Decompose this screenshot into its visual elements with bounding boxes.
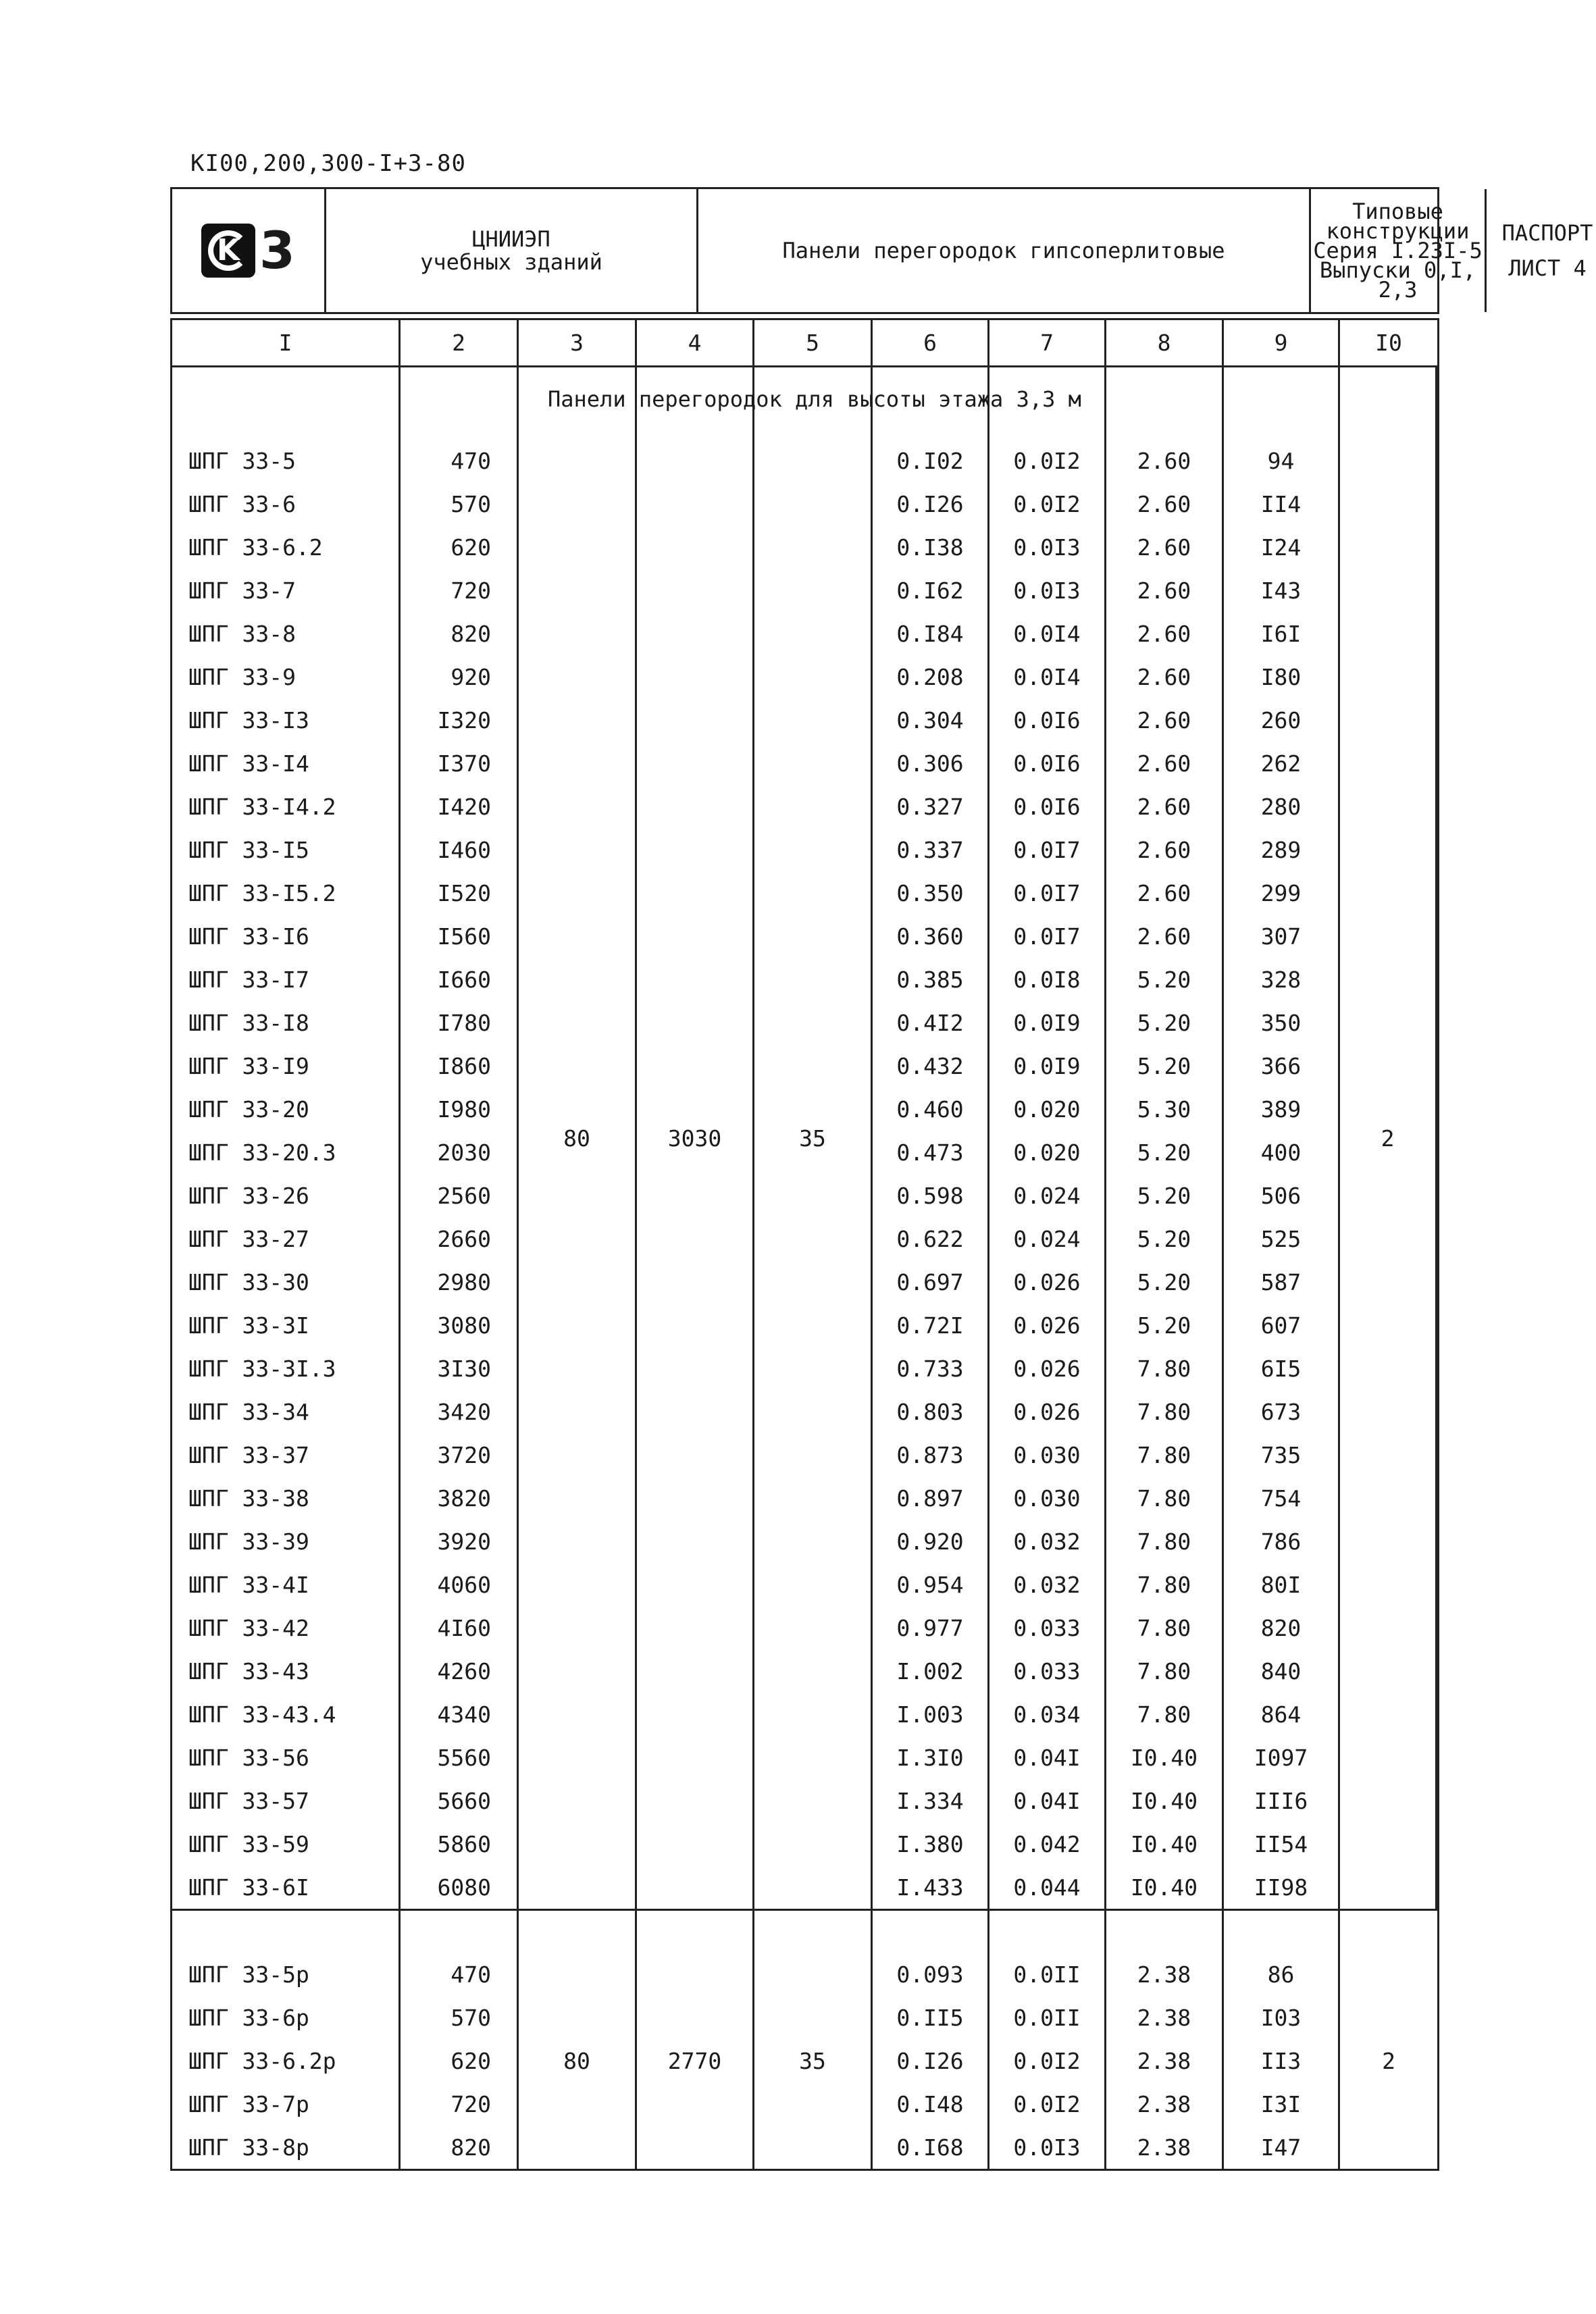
organization-cell (326, 189, 698, 312)
panel-width: 3920 (437, 1528, 491, 1555)
panel-mass: I03 (1260, 2004, 1302, 2031)
panel-mass: 820 (1260, 1614, 1302, 1641)
panel-mass: 94 (1267, 447, 1295, 474)
panel-width: 2030 (437, 1139, 491, 1166)
g2-col6 (873, 1953, 989, 2169)
panel-value-8: 2.38 (1137, 2134, 1191, 2161)
panel-value-8: 5.20 (1137, 1312, 1191, 1339)
panel-value-8: 5.20 (1137, 1225, 1191, 1252)
panel-value-8: 7.80 (1137, 1441, 1191, 1468)
panel-volume: 0.473 (896, 1139, 964, 1166)
panel-mass: 786 (1260, 1528, 1302, 1555)
panel-volume: 0.803 (896, 1398, 964, 1425)
panel-mass: II98 (1254, 1874, 1308, 1901)
g1-height (637, 367, 754, 1909)
panel-value-8: 2.38 (1137, 2047, 1191, 2074)
g2-thickness (519, 1953, 637, 2169)
panel-width: I980 (437, 1096, 491, 1123)
panel-width: 3820 (437, 1485, 491, 1512)
panel-value-7: 0.032 (1013, 1571, 1081, 1598)
g2-col9 (1224, 1953, 1340, 2169)
panel-mass: 307 (1260, 923, 1302, 950)
panel-width: I520 (437, 879, 491, 906)
panel-volume: 0.460 (896, 1096, 964, 1123)
panels-table (170, 318, 1439, 2171)
panel-width: 6080 (437, 1874, 491, 1901)
panel-volume: 0.977 (896, 1614, 964, 1641)
panel-value-7: 0.04I (1013, 1787, 1081, 1814)
g2-col4-value: 2770 (667, 2047, 722, 2074)
panel-volume: 0.385 (896, 966, 964, 993)
panel-mark: ШПГ 33-6 (188, 490, 296, 517)
panel-value-8: 7.80 (1137, 1485, 1191, 1512)
panel-width: 4I60 (437, 1614, 491, 1641)
g1-col8 (1106, 367, 1224, 1909)
panel-mark: ШПГ 33-34 (188, 1398, 309, 1425)
panel-mark: ШПГ 33-6р (188, 2004, 309, 2031)
panel-value-7: 0.0I9 (1013, 1009, 1081, 1036)
panel-volume: 0.733 (896, 1355, 964, 1382)
panel-width: 720 (451, 577, 491, 604)
panel-width: 4260 (437, 1657, 491, 1685)
panel-value-8: 2.60 (1137, 923, 1191, 950)
panel-value-7: 0.0I3 (1013, 534, 1081, 561)
panel-value-7: 0.04I (1013, 1744, 1081, 1771)
panel-mark: ШПГ 33-I7 (188, 966, 309, 993)
panel-mark: ШПГ 33-I5.2 (188, 879, 336, 906)
col-header-6: 6 (873, 320, 989, 367)
g1-col10 (1340, 367, 1437, 1909)
panel-value-7: 0.0I7 (1013, 923, 1081, 950)
panel-width: I780 (437, 1009, 491, 1036)
panel-value-8: 7.80 (1137, 1528, 1191, 1555)
g1-col4-value: 3030 (667, 1125, 722, 1152)
panel-mark: ШПГ 33-42 (188, 1614, 309, 1641)
panel-width: 570 (451, 490, 491, 517)
panel-volume: 0.350 (896, 879, 964, 906)
g2-col10-value: 2 (1382, 2047, 1395, 2074)
panel-volume: I.002 (896, 1657, 964, 1685)
document-code: КI00,200,300-I+3-80 (190, 150, 466, 177)
panel-volume: 0.432 (896, 1052, 964, 1079)
panel-mass: I097 (1254, 1744, 1308, 1771)
g2-col5-value: 35 (799, 2047, 826, 2074)
panel-value-7: 0.026 (1013, 1268, 1081, 1295)
panel-value-7: 0.030 (1013, 1485, 1081, 1512)
panel-value-8: 5.20 (1137, 1139, 1191, 1166)
panel-mark: ШПГ 33-43.4 (188, 1701, 336, 1728)
panel-width: I560 (437, 923, 491, 950)
panel-value-8: 7.80 (1137, 1355, 1191, 1382)
panel-value-7: 0.026 (1013, 1312, 1081, 1339)
panel-width: 820 (451, 620, 491, 647)
panel-value-7: 0.032 (1013, 1528, 1081, 1555)
panel-volume: I.3I0 (896, 1744, 964, 1771)
panel-mark: ШПГ 33-7р (188, 2090, 309, 2117)
panel-volume: I.003 (896, 1701, 964, 1728)
panel-mark: ШПГ 33-4I (188, 1571, 309, 1598)
panel-value-7: 0.020 (1013, 1096, 1081, 1123)
panel-value-8: I0.40 (1130, 1874, 1198, 1901)
panel-volume: 0.72I (896, 1312, 964, 1339)
panel-mass: II3 (1260, 2047, 1302, 2074)
panel-volume: I.433 (896, 1874, 964, 1901)
col-header-8: 8 (1106, 320, 1224, 367)
g1-col10-value: 2 (1381, 1125, 1395, 1152)
panel-mass: I43 (1260, 577, 1302, 604)
col-header-1: I (172, 320, 401, 367)
panel-value-7: 0.026 (1013, 1398, 1081, 1425)
group-separator (172, 1909, 1437, 1953)
panel-mass: 864 (1260, 1701, 1302, 1728)
panel-value-8: 2.60 (1137, 534, 1191, 561)
panel-value-8: 5.20 (1137, 1268, 1191, 1295)
panel-value-8: 5.20 (1137, 1009, 1191, 1036)
panel-mass: 350 (1260, 1009, 1302, 1036)
panel-mass: 366 (1260, 1052, 1302, 1079)
g1-col9 (1224, 367, 1340, 1909)
panel-value-8: 7.80 (1137, 1657, 1191, 1685)
panel-value-8: 2.60 (1137, 793, 1191, 820)
panel-value-7: 0.042 (1013, 1830, 1081, 1857)
panel-value-7: 0.0I3 (1013, 577, 1081, 604)
g2-col-name (172, 1953, 401, 2169)
panel-mark: ШПГ 33-I6 (188, 923, 309, 950)
section-title-row (172, 367, 1437, 439)
panel-mark: ШПГ 33-57 (188, 1787, 309, 1814)
panel-value-7: 0.024 (1013, 1182, 1081, 1209)
panel-mass: 328 (1260, 966, 1302, 993)
series-line-3: Серия I.23I-5 (1313, 237, 1483, 263)
g2-height (637, 1953, 754, 2169)
panel-mark: ШПГ 33-20.3 (188, 1139, 336, 1166)
panel-volume: 0.954 (896, 1571, 964, 1598)
panel-value-7: 0.0I4 (1013, 620, 1081, 647)
panel-value-7: 0.0I2 (1013, 2047, 1081, 2074)
panel-width: 2980 (437, 1268, 491, 1295)
panel-value-7: 0.0I6 (1013, 793, 1081, 820)
panel-value-7: 0.0I2 (1013, 447, 1081, 474)
panel-value-8: I0.40 (1130, 1744, 1198, 1771)
panel-value-7: 0.033 (1013, 1614, 1081, 1641)
panel-width: 5860 (437, 1830, 491, 1857)
panel-mass: 400 (1260, 1139, 1302, 1166)
panel-mass: II54 (1254, 1830, 1308, 1857)
panel-value-8: 7.80 (1137, 1701, 1191, 1728)
g1-col5 (754, 367, 873, 1909)
panel-value-7: 0.0I4 (1013, 663, 1081, 690)
panel-mark: ШПГ 33-20 (188, 1096, 309, 1123)
panel-volume: 0.873 (896, 1441, 964, 1468)
panel-volume: 0.327 (896, 793, 964, 820)
panel-mass: III6 (1254, 1787, 1308, 1814)
panel-mark: ШПГ 33-43 (188, 1657, 309, 1685)
panel-value-7: 0.0I2 (1013, 2090, 1081, 2117)
series-line-2: конструкции (1326, 217, 1470, 244)
panel-width: I370 (437, 750, 491, 777)
panel-mark: ШПГ 33-59 (188, 1830, 309, 1857)
panel-mass: 6I5 (1260, 1355, 1302, 1382)
col-header-2: 2 (401, 320, 519, 367)
panel-mark: ШПГ 33-I8 (188, 1009, 309, 1036)
panel-volume: 0.I62 (896, 577, 964, 604)
series-cell (1311, 189, 1487, 312)
panel-width: 720 (451, 2090, 491, 2117)
panel-width: I860 (437, 1052, 491, 1079)
panel-mark: ШПГ 33-26 (188, 1182, 309, 1209)
panel-mark: ШПГ 33-39 (188, 1528, 309, 1555)
panel-width: 3720 (437, 1441, 491, 1468)
panel-mark: ШПГ 33-7 (188, 577, 296, 604)
panel-width: I320 (437, 706, 491, 734)
panel-mark: ШПГ 33-I4 (188, 750, 309, 777)
panel-mark: ШПГ 33-6.2р (188, 2047, 336, 2074)
g1-col5-value: 35 (799, 1125, 826, 1152)
panel-mark: ШПГ 33-I9 (188, 1052, 309, 1079)
panel-volume: I.334 (896, 1787, 964, 1814)
panel-value-8: 7.80 (1137, 1614, 1191, 1641)
panel-width: 5660 (437, 1787, 491, 1814)
panel-value-7: 0.0II (1013, 1961, 1081, 1988)
g1-col-name (172, 367, 401, 1909)
panel-width: I660 (437, 966, 491, 993)
column-header-row (172, 320, 1437, 367)
panel-value-7: 0.0I3 (1013, 2134, 1081, 2161)
panel-value-7: 0.033 (1013, 1657, 1081, 1685)
panel-mass: I3I (1260, 2090, 1302, 2117)
panel-value-8: 2.60 (1137, 577, 1191, 604)
panel-volume: 0.4I2 (896, 1009, 964, 1036)
series-line-5: 2,3 (1378, 276, 1418, 303)
panel-mark: ШПГ 33-6I (188, 1874, 309, 1901)
panel-value-8: 5.20 (1137, 1052, 1191, 1079)
panel-value-7: 0.0I2 (1013, 490, 1081, 517)
panel-width: I420 (437, 793, 491, 820)
panel-volume: 0.I26 (896, 2047, 964, 2074)
panel-width: 2660 (437, 1225, 491, 1252)
panel-value-8: I0.40 (1130, 1787, 1198, 1814)
panel-mass: 587 (1260, 1268, 1302, 1295)
panel-value-8: 2.60 (1137, 490, 1191, 517)
panel-value-8: 2.60 (1137, 750, 1191, 777)
panel-mass: I80 (1260, 663, 1302, 690)
panel-value-8: 2.60 (1137, 447, 1191, 474)
g1-col3-value: 80 (563, 1125, 590, 1152)
panel-width: 4060 (437, 1571, 491, 1598)
section-title: Панели перегородок для высоты этажа 3,3 м (548, 386, 1081, 412)
col-header-10: I0 (1340, 320, 1437, 367)
panel-value-7: 0.0I9 (1013, 1052, 1081, 1079)
g2-col7 (989, 1953, 1106, 2169)
col-header-3: 3 (519, 320, 637, 367)
panel-mark: ШПГ 33-I5 (188, 836, 309, 863)
panel-value-7: 0.0I6 (1013, 750, 1081, 777)
panel-value-8: 2.60 (1137, 620, 1191, 647)
panel-mass: 754 (1260, 1485, 1302, 1512)
panel-volume: 0.I48 (896, 2090, 964, 2117)
panel-mass: 280 (1260, 793, 1302, 820)
panel-width: 4340 (437, 1701, 491, 1728)
group-2 (172, 1953, 1437, 2169)
g1-col-width (401, 367, 519, 1909)
logo (201, 220, 295, 280)
panel-volume: I.380 (896, 1830, 964, 1857)
panel-volume: 0.337 (896, 836, 964, 863)
panel-mark: ШПГ 33-27 (188, 1225, 309, 1252)
g2-col10 (1340, 1953, 1437, 2169)
g1-col6 (873, 367, 989, 1909)
panel-volume: 0.360 (896, 923, 964, 950)
series-line-1: Типовые (1352, 198, 1443, 224)
panel-width: 920 (451, 663, 491, 690)
panel-volume: 0.II5 (896, 2004, 964, 2031)
logo-number: 3 (259, 220, 295, 280)
panel-value-8: 2.38 (1137, 2004, 1191, 2031)
col-header-4: 4 (637, 320, 754, 367)
col-header-5: 5 (754, 320, 873, 367)
panel-value-8: 7.80 (1137, 1398, 1191, 1425)
document-title: Панели перегородок гипсоперлитовые (698, 189, 1311, 312)
panel-mark: ШПГ 33-6.2 (188, 534, 323, 561)
panel-mass: 735 (1260, 1441, 1302, 1468)
panel-volume: 0.093 (896, 1961, 964, 1988)
panel-width: 470 (451, 1961, 491, 1988)
panel-width: 2560 (437, 1182, 491, 1209)
panel-mass: II4 (1260, 490, 1302, 517)
title-block (170, 187, 1593, 314)
panel-value-7: 0.044 (1013, 1874, 1081, 1901)
panel-width: 620 (451, 2047, 491, 2074)
panel-mark: ШПГ 33-8р (188, 2134, 309, 2161)
logo-cell (172, 189, 326, 312)
panel-value-7: 0.034 (1013, 1701, 1081, 1728)
org-line-2: учебных зданий (420, 249, 602, 275)
panel-width: 470 (451, 447, 491, 474)
panel-mass: I24 (1260, 534, 1302, 561)
panel-mark: ШПГ 33-56 (188, 1744, 309, 1771)
panel-mass: 86 (1267, 1961, 1295, 1988)
g1-col7 (989, 367, 1106, 1909)
panel-mark: ШПГ 33-30 (188, 1268, 309, 1295)
passport-label: ПАСПОРТ (1501, 220, 1593, 246)
org-line-1: ЦНИИЭП (472, 226, 550, 252)
passport-cell (1487, 189, 1596, 312)
panel-value-7: 0.0I8 (1013, 966, 1081, 993)
panel-mark: ШПГ 33-5 (188, 447, 296, 474)
panel-value-8: 5.20 (1137, 966, 1191, 993)
g2-col8 (1106, 1953, 1224, 2169)
panel-mark: ШПГ 33-8 (188, 620, 296, 647)
g2-col-width (401, 1953, 519, 2169)
panel-mark: ШПГ 33-3I.3 (188, 1355, 336, 1382)
panel-mark: ШПГ 33-I3 (188, 706, 309, 734)
panel-mass: 260 (1260, 706, 1302, 734)
panel-value-8: 2.60 (1137, 706, 1191, 734)
panel-mass: 389 (1260, 1096, 1302, 1123)
panel-mass: 299 (1260, 879, 1302, 906)
panel-mass: 840 (1260, 1657, 1302, 1685)
panel-value-8: I0.40 (1130, 1830, 1198, 1857)
logo-k-icon: K (201, 224, 255, 278)
sheet-number: ЛИСТ 4 (1508, 255, 1587, 281)
panel-mark: ШПГ 33-37 (188, 1441, 309, 1468)
panel-volume: 0.I38 (896, 534, 964, 561)
panel-value-8: 2.60 (1137, 836, 1191, 863)
panel-value-7: 0.0I7 (1013, 879, 1081, 906)
panel-value-7: 0.0II (1013, 2004, 1081, 2031)
panel-value-7: 0.024 (1013, 1225, 1081, 1252)
g2-col5 (754, 1953, 873, 2169)
panel-mass: 673 (1260, 1398, 1302, 1425)
panel-volume: 0.208 (896, 663, 964, 690)
group-1 (172, 367, 1437, 1909)
panel-volume: 0.304 (896, 706, 964, 734)
panel-mass: 525 (1260, 1225, 1302, 1252)
panel-width: 620 (451, 534, 491, 561)
panel-value-8: 7.80 (1137, 1571, 1191, 1598)
panel-volume: 0.622 (896, 1225, 964, 1252)
panel-mass: 607 (1260, 1312, 1302, 1339)
panel-value-7: 0.030 (1013, 1441, 1081, 1468)
panel-volume: 0.I02 (896, 447, 964, 474)
col-header-7: 7 (989, 320, 1106, 367)
panel-value-8: 2.60 (1137, 879, 1191, 906)
panel-volume: 0.I68 (896, 2134, 964, 2161)
panel-mass: 289 (1260, 836, 1302, 863)
panel-volume: 0.I84 (896, 620, 964, 647)
panel-value-7: 0.0I6 (1013, 706, 1081, 734)
panel-width: 3I30 (437, 1355, 491, 1382)
panel-mass: 80I (1260, 1571, 1302, 1598)
panel-mass: 506 (1260, 1182, 1302, 1209)
panel-mark: ШПГ 33-5р (188, 1961, 309, 1988)
panel-mark: ШПГ 33-9 (188, 663, 296, 690)
panel-volume: 0.920 (896, 1528, 964, 1555)
panel-volume: 0.598 (896, 1182, 964, 1209)
panel-value-8: 2.38 (1137, 2090, 1191, 2117)
panel-value-8: 2.38 (1137, 1961, 1191, 1988)
panel-mass: 262 (1260, 750, 1302, 777)
panel-mark: ШПГ 33-3I (188, 1312, 309, 1339)
panel-value-7: 0.0I7 (1013, 836, 1081, 863)
panel-width: 5560 (437, 1744, 491, 1771)
panel-value-8: 5.30 (1137, 1096, 1191, 1123)
panel-width: 820 (451, 2134, 491, 2161)
panel-volume: 0.I26 (896, 490, 964, 517)
panel-mass: I47 (1260, 2134, 1302, 2161)
g1-thickness (519, 367, 637, 1909)
panel-mark: ШПГ 33-I4.2 (188, 793, 336, 820)
col-header-9: 9 (1224, 320, 1340, 367)
panel-value-7: 0.020 (1013, 1139, 1081, 1166)
panel-mark: ШПГ 33-38 (188, 1485, 309, 1512)
series-line-4: Выпуски 0,I, (1319, 257, 1476, 283)
panel-width: 3420 (437, 1398, 491, 1425)
panel-value-7: 0.026 (1013, 1355, 1081, 1382)
panel-mass: I6I (1260, 620, 1302, 647)
panel-width: 3080 (437, 1312, 491, 1339)
panel-value-8: 2.60 (1137, 663, 1191, 690)
panel-value-8: 5.20 (1137, 1182, 1191, 1209)
panel-width: 570 (451, 2004, 491, 2031)
panel-width: I460 (437, 836, 491, 863)
panel-volume: 0.306 (896, 750, 964, 777)
g2-col3-value: 80 (563, 2047, 590, 2074)
panel-volume: 0.697 (896, 1268, 964, 1295)
panel-volume: 0.897 (896, 1485, 964, 1512)
